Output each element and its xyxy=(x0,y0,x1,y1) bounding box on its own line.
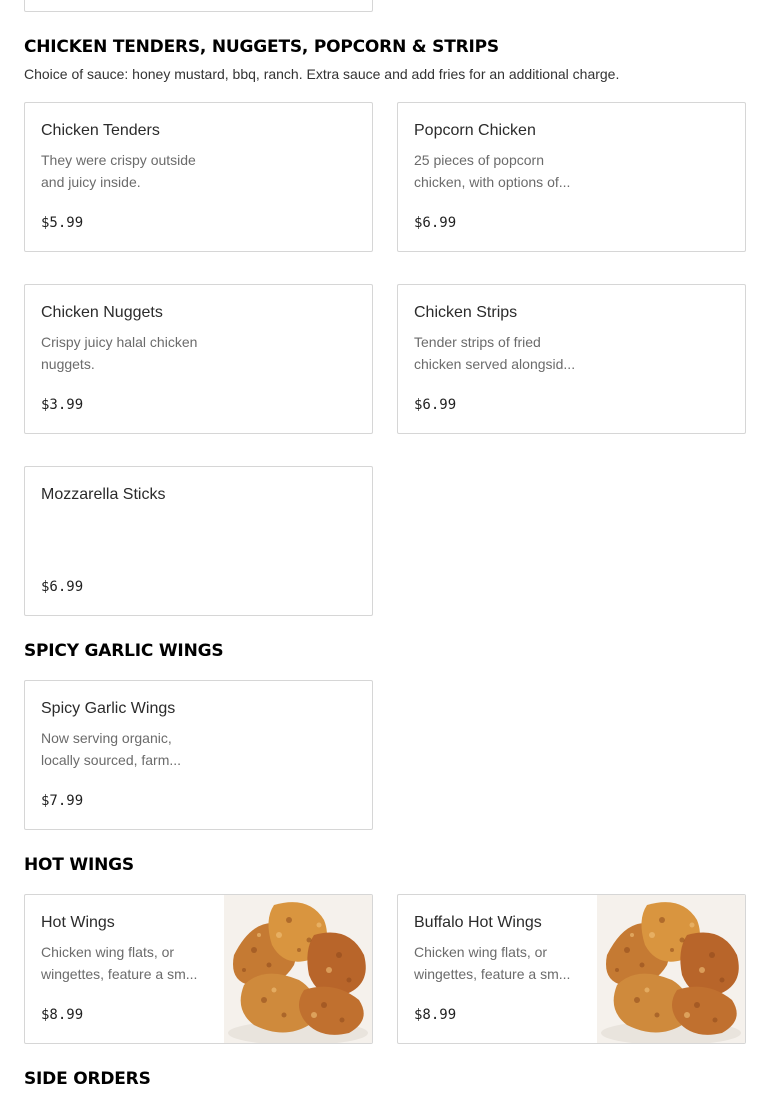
section-description: Choice of sauce: honey mustard, bbq, ranch. Extra sauce and add fries for an additional charge. xyxy=(24,66,620,82)
menu-item-name: Hot Wings xyxy=(41,914,115,931)
fried-chicken-wings-photo xyxy=(597,895,745,1043)
menu-item-description: 25 pieces of popcorn chicken, with options of... xyxy=(414,152,571,190)
section-title-side-orders: SIDE ORDERS xyxy=(24,1069,151,1089)
menu-item-card-partial[interactable] xyxy=(24,0,373,12)
menu-item-description: They were crispy outside and juicy inside. xyxy=(41,152,196,190)
menu-item-price: $6.99 xyxy=(414,397,457,413)
menu-item-card[interactable] xyxy=(24,894,373,1044)
menu-item-name: Chicken Tenders xyxy=(41,122,160,139)
menu-item-card[interactable] xyxy=(24,680,373,830)
menu-item-card[interactable] xyxy=(24,284,373,434)
menu-item-price: $8.99 xyxy=(414,1007,457,1023)
section-title-chicken-tenders: CHICKEN TENDERS, NUGGETS, POPCORN & STRIPS xyxy=(24,37,499,57)
menu-item-name: Spicy Garlic Wings xyxy=(41,700,176,717)
menu-item-card[interactable] xyxy=(24,102,373,252)
menu-item-price: $8.99 xyxy=(41,1007,84,1023)
menu-item-card[interactable] xyxy=(397,284,746,434)
menu-item-name: Mozzarella Sticks xyxy=(41,486,166,503)
menu-item-description: Chicken wing flats, or wingettes, feature a sm... xyxy=(414,944,571,982)
menu-item-card[interactable] xyxy=(24,466,373,616)
menu-item-price: $3.99 xyxy=(41,397,84,413)
menu-item-price: $5.99 xyxy=(41,215,84,231)
menu-item-description: Now serving organic, locally sourced, farm... xyxy=(41,730,182,768)
section-title-spicy-garlic-wings: SPICY GARLIC WINGS xyxy=(24,641,224,661)
menu-item-name: Popcorn Chicken xyxy=(414,122,536,139)
fried-chicken-wings-photo xyxy=(224,895,372,1043)
menu-item-description: Crispy juicy halal chicken nuggets. xyxy=(41,334,198,372)
menu-item-description: Tender strips of fried chicken served alongsid... xyxy=(414,334,576,372)
menu-item-price: $6.99 xyxy=(414,215,457,231)
section-title-hot-wings: HOT WINGS xyxy=(24,855,134,875)
menu-item-name: Chicken Nuggets xyxy=(41,304,163,321)
menu-item-description: Chicken wing flats, or wingettes, feature a sm... xyxy=(41,944,198,982)
menu-item-name: Buffalo Hot Wings xyxy=(414,914,542,931)
menu-item-card[interactable] xyxy=(397,894,746,1044)
menu-item-price: $6.99 xyxy=(41,579,84,595)
menu-item-name: Chicken Strips xyxy=(414,304,518,321)
menu-item-card[interactable] xyxy=(397,102,746,252)
menu-item-price: $7.99 xyxy=(41,793,84,809)
